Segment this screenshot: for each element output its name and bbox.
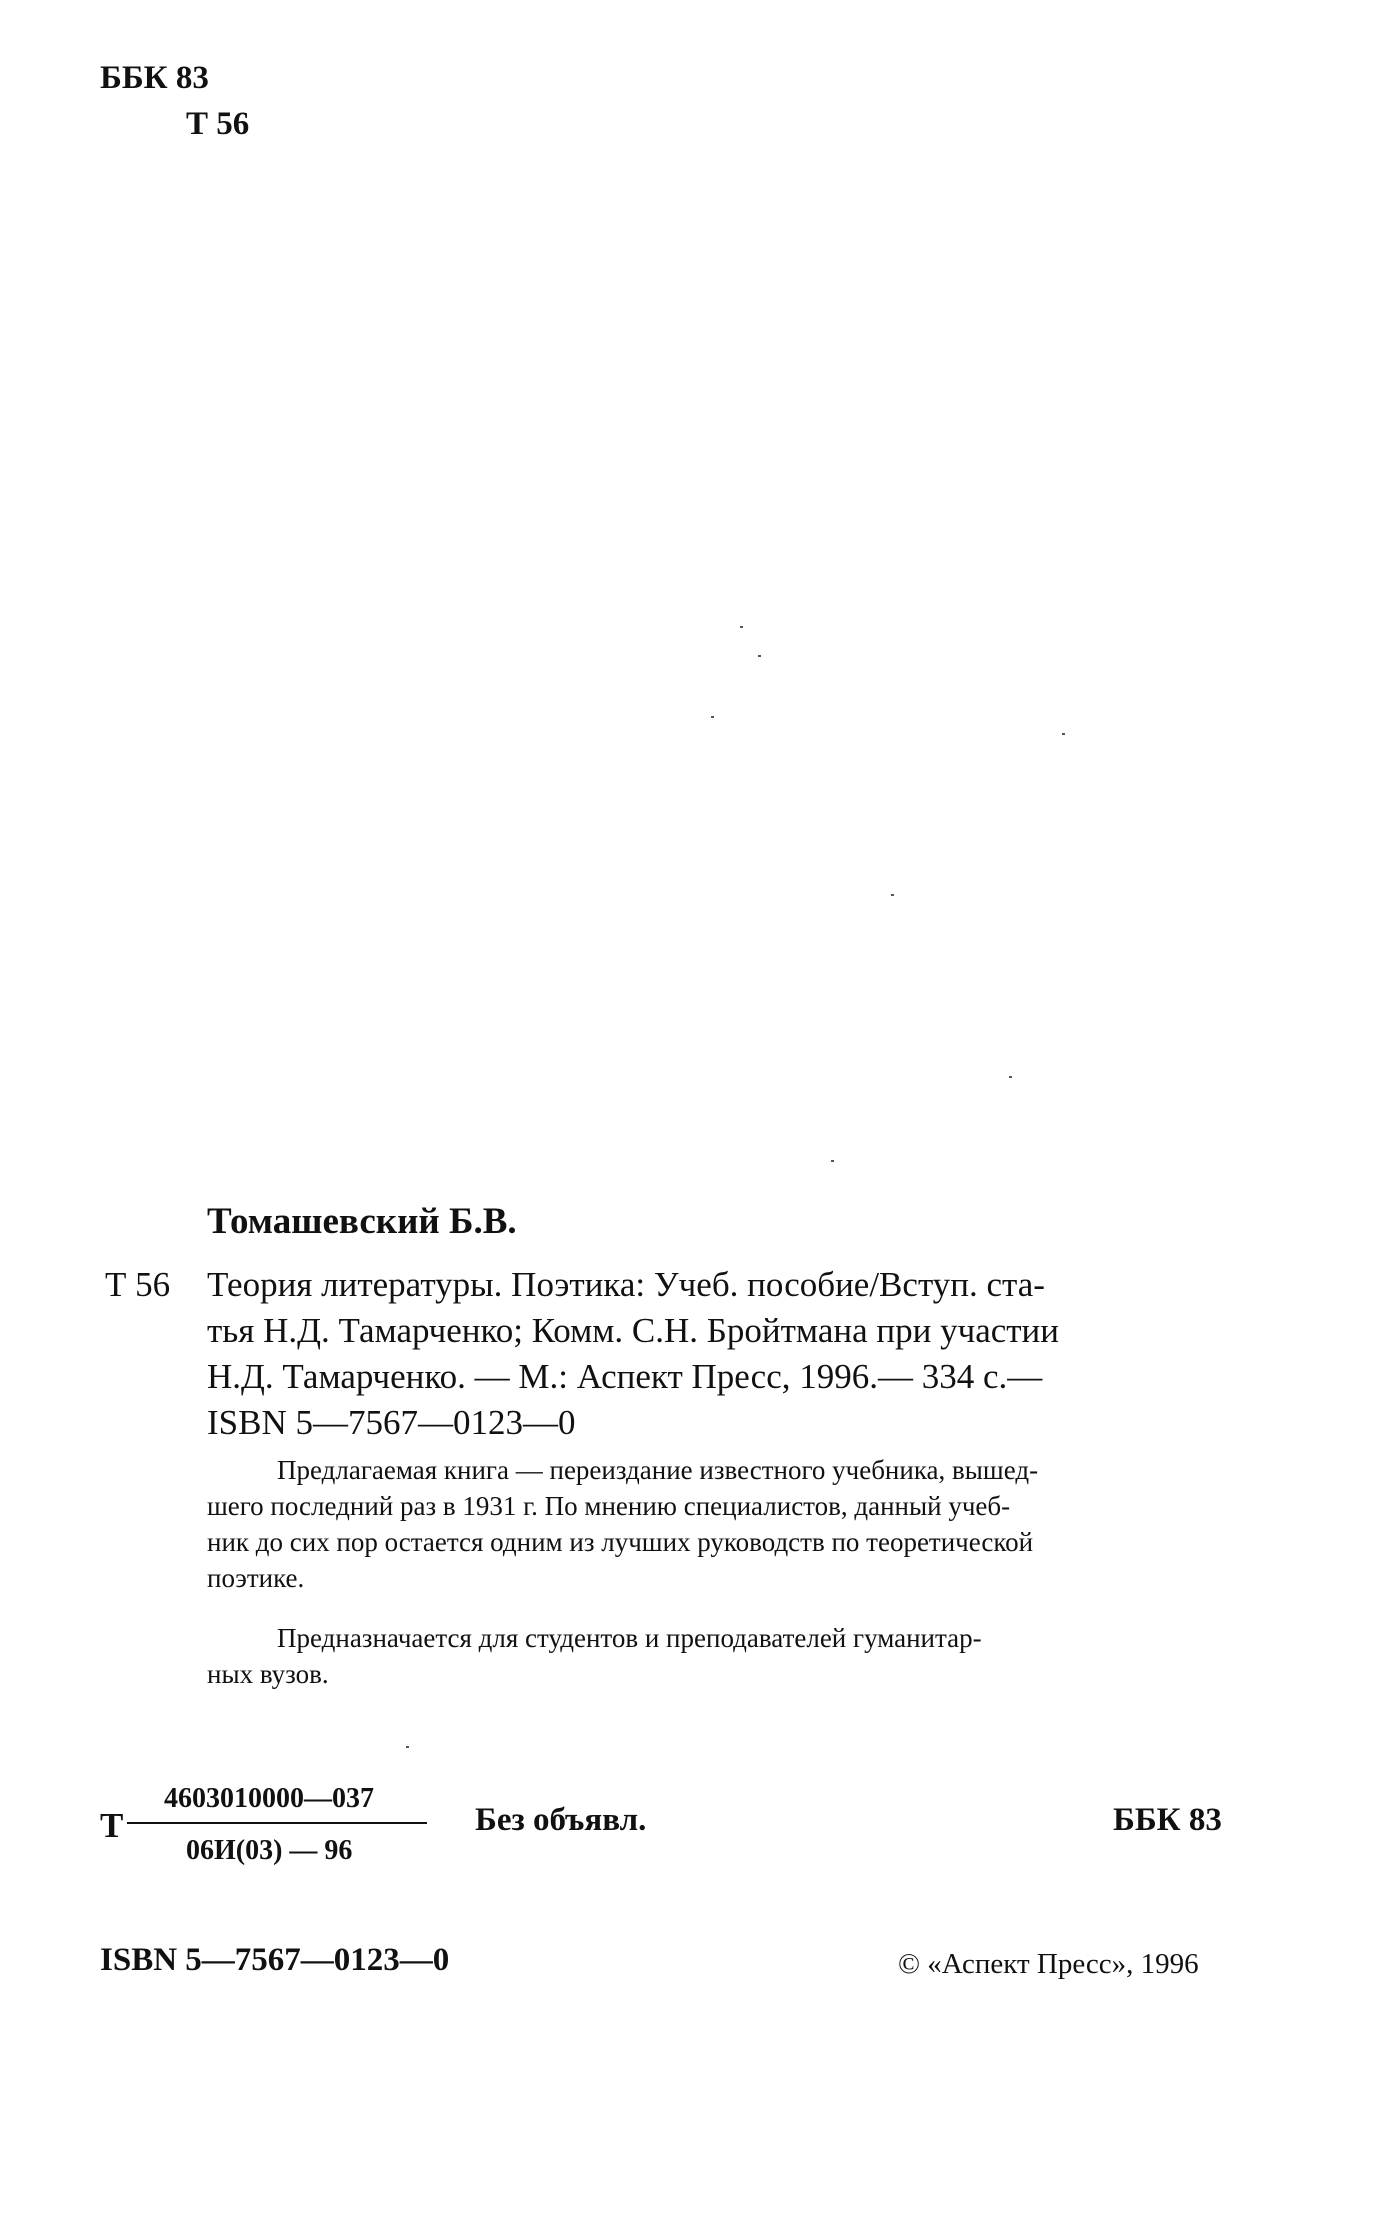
copyright-notice: © «Аспект Пресс», 1996 — [898, 1948, 1199, 1980]
entry-line: Н.Д. Тамарченко. — М.: Аспект Пресс, 1996.— 334 с.— — [207, 1357, 1043, 1396]
scan-speck — [406, 1746, 409, 1748]
isbn: ISBN 5—7567—0123—0 — [100, 1942, 450, 1978]
price-note: Без объявл. — [475, 1802, 647, 1838]
scan-speck — [711, 716, 714, 718]
fraction-rule — [127, 1822, 427, 1824]
entry-line: Теория литературы. Поэтика: Учеб. пособие/Вступ. ста- — [207, 1265, 1045, 1304]
entry-line: тья Н.Д. Тамарченко; Комм. С.Н. Бройтмана при участии — [207, 1311, 1060, 1350]
annotation-line: поэтике. — [207, 1563, 305, 1593]
annotation-paragraph — [207, 1452, 1267, 1596]
audience-paragraph — [207, 1620, 1267, 1692]
entry-line: ISBN 5—7567—0123—0 — [207, 1403, 576, 1442]
annotation-line: Предлагаемая книга — переиздание известного учебника, вышед- — [277, 1455, 1039, 1485]
bbk-code-header: ББК 83 — [100, 60, 209, 96]
publication-index-numerator: 4603010000—037 — [164, 1783, 374, 1814]
author-sign-header: Т 56 — [186, 106, 250, 142]
author-name: Томашевский Б.В. — [207, 1201, 517, 1242]
annotation-line: ник до сих пор остается одним из лучших руководств по теоретической — [207, 1527, 1034, 1557]
bibliographic-entry — [207, 1262, 1267, 1446]
scan-speck — [1009, 1076, 1012, 1078]
scan-speck — [758, 655, 761, 657]
publication-index-denominator: 06И(03) — 96 — [186, 1835, 353, 1866]
publication-index-letter: Т — [100, 1806, 124, 1845]
annotation-line: Предназначается для студентов и преподавателей гуманитар- — [277, 1623, 982, 1653]
annotation-line: шего последний раз в 1931 г. По мнению специалистов, данный учеб- — [207, 1491, 1011, 1521]
author-sign: Т 56 — [105, 1265, 171, 1304]
bbk-code-footer: ББК 83 — [1113, 1802, 1222, 1838]
scan-speck — [740, 626, 743, 628]
scan-speck — [831, 1160, 834, 1162]
annotation-line: ных вузов. — [207, 1659, 329, 1689]
scan-speck — [1062, 733, 1065, 735]
scan-speck — [891, 894, 894, 896]
